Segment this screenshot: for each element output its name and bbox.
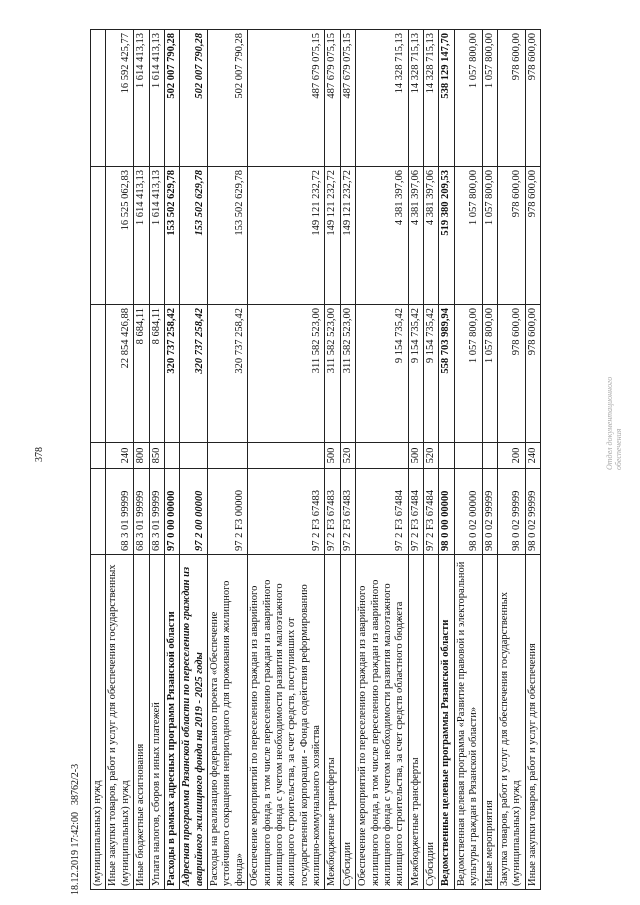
- row-name-cell: Иные закупки товаров, работ и услуг для обеспечения государственных (муниципальных) нужд: [106, 555, 134, 890]
- row-value-2019-cell: 1 057 800,00: [482, 305, 497, 443]
- row-name-cell: Межбюджетные трансферты: [325, 555, 340, 890]
- row-code-cell: 97 2 F3 67483: [325, 469, 340, 555]
- row-value-2021-cell: 978 600,00: [525, 30, 540, 167]
- table-row: [408, 30, 423, 890]
- row-value-2020-cell: 1 057 800,00: [454, 167, 482, 305]
- budget-table-container: [90, 30, 590, 890]
- row-value-2020-cell: [91, 167, 106, 305]
- table-row: [208, 30, 248, 890]
- row-value-2019-cell: 22 854 426,88: [106, 305, 134, 443]
- row-vr-cell: [454, 443, 482, 469]
- row-value-2021-cell: 487 679 075,15: [340, 30, 355, 167]
- row-value-2021-cell: 14 328 715,13: [356, 30, 409, 167]
- row-value-2019-cell: 320 737 258,42: [208, 305, 248, 443]
- row-code-cell: 98 0 00 00000: [439, 469, 454, 555]
- department-stamp: [606, 377, 624, 470]
- row-value-2021-cell: 978 600,00: [497, 30, 525, 167]
- row-value-2020-cell: 978 600,00: [497, 167, 525, 305]
- row-vr-cell: [439, 443, 454, 469]
- row-value-2021-cell: 14 328 715,13: [424, 30, 439, 167]
- row-vr-cell: 200: [497, 443, 525, 469]
- table-row: [482, 30, 497, 890]
- row-code-cell: 97 2 F3 00000: [208, 469, 248, 555]
- row-value-2019-cell: 311 582 523,00: [325, 305, 340, 443]
- table-row: [134, 30, 149, 890]
- row-vr-cell: 240: [106, 443, 134, 469]
- row-code-cell: 68 3 01 99999: [106, 469, 134, 555]
- row-name-cell: Адресная программа Рязанской области по переселению граждан из аварийного жилищного фонда на 2019 - 2025 годы: [180, 555, 208, 890]
- row-vr-cell: [91, 443, 106, 469]
- row-value-2021-cell: 16 592 425,77: [106, 30, 134, 167]
- row-value-2020-cell: 149 121 232,72: [248, 167, 325, 305]
- table-row: [180, 30, 208, 890]
- table-row: [149, 30, 164, 890]
- table-row: [497, 30, 525, 890]
- row-value-2019-cell: 320 737 258,42: [164, 305, 179, 443]
- row-name-cell: Расходы на реализацию федерального проекта «Обеспечение устойчивого сокращения непригодного для проживания жилищного фонда»: [208, 555, 248, 890]
- row-code-cell: [91, 469, 106, 555]
- row-value-2020-cell: 4 381 397,06: [356, 167, 409, 305]
- table-row: [164, 30, 179, 890]
- row-name-cell: Расходы в рамках адресных программ Рязанской области: [164, 555, 179, 890]
- row-value-2020-cell: 153 502 629,78: [164, 167, 179, 305]
- table-row: [248, 30, 325, 890]
- row-value-2021-cell: 14 328 715,13: [408, 30, 423, 167]
- row-code-cell: 97 2 F3 67484: [424, 469, 439, 555]
- row-vr-cell: [356, 443, 409, 469]
- row-name-cell: Обеспечение мероприятий по переселению граждан из аварийного жилищного фонда, в том числе переселению граждан из аварийного жилищного фонда с учетом необходимости развития малоэтажного жилищного строительства, за счет средств, поступивших от государственной корпорации - Фонда содействия реформированию жилищно-коммунального хозяйства: [248, 555, 325, 890]
- row-value-2021-cell: 1 057 800,00: [482, 30, 497, 167]
- row-vr-cell: 500: [408, 443, 423, 469]
- row-value-2021-cell: 538 129 147,70: [439, 30, 454, 167]
- row-value-2021-cell: 487 679 075,15: [325, 30, 340, 167]
- budget-table: [90, 29, 541, 890]
- row-vr-cell: [180, 443, 208, 469]
- row-value-2021-cell: 1 614 413,13: [134, 30, 149, 167]
- row-vr-cell: [208, 443, 248, 469]
- row-value-2019-cell: 8 684,11: [149, 305, 164, 443]
- row-code-cell: 68 3 01 99999: [134, 469, 149, 555]
- row-value-2019-cell: 311 582 523,00: [248, 305, 325, 443]
- row-code-cell: 98 0 02 99999: [525, 469, 540, 555]
- table-row: [356, 30, 409, 890]
- page-number: 378: [34, 447, 45, 462]
- row-value-2020-cell: 519 380 209,53: [439, 167, 454, 305]
- row-value-2020-cell: 1 614 413,13: [149, 167, 164, 305]
- row-name-cell: Иные бюджетные ассигнования: [134, 555, 149, 890]
- row-name-cell: Иные закупки товаров, работ и услуг для обеспечения: [525, 555, 540, 890]
- row-value-2020-cell: 1 057 800,00: [482, 167, 497, 305]
- row-value-2019-cell: 978 600,00: [525, 305, 540, 443]
- row-name-cell: Ведомственная целевая программа «Развитие правовой и электоральной культуры граждан в Рязанской области»: [454, 555, 482, 890]
- row-name-cell: Уплата налогов, сборов и иных платежей: [149, 555, 164, 890]
- row-value-2019-cell: [91, 305, 106, 443]
- row-vr-cell: [482, 443, 497, 469]
- table-row: [525, 30, 540, 890]
- row-code-cell: 98 0 02 99999: [482, 469, 497, 555]
- table-row: [106, 30, 134, 890]
- row-value-2021-cell: 1 614 413,13: [149, 30, 164, 167]
- row-value-2019-cell: 320 737 258,42: [180, 305, 208, 443]
- footer-date: 18.12.2019 17:42:00: [70, 811, 81, 895]
- row-vr-cell: 800: [134, 443, 149, 469]
- row-code-cell: 68 3 01 99999: [149, 469, 164, 555]
- row-code-cell: 97 0 00 00000: [164, 469, 179, 555]
- row-code-cell: 97 2 00 00000: [180, 469, 208, 555]
- row-code-cell: 97 2 F3 67483: [248, 469, 325, 555]
- row-value-2019-cell: 1 057 800,00: [454, 305, 482, 443]
- row-value-2021-cell: [91, 30, 106, 167]
- row-value-2020-cell: 149 121 232,72: [340, 167, 355, 305]
- row-name-cell: Иные мероприятия: [482, 555, 497, 890]
- row-value-2021-cell: 502 007 790,28: [164, 30, 179, 167]
- row-value-2019-cell: 9 154 735,42: [408, 305, 423, 443]
- row-value-2020-cell: 4 381 397,06: [408, 167, 423, 305]
- row-name-cell: Межбюджетные трансферты: [408, 555, 423, 890]
- row-value-2019-cell: 8 684,11: [134, 305, 149, 443]
- table-row: [454, 30, 482, 890]
- row-code-cell: 98 0 02 00000: [454, 469, 482, 555]
- row-code-cell: 98 0 02 99999: [497, 469, 525, 555]
- row-vr-cell: [248, 443, 325, 469]
- row-value-2021-cell: 1 057 800,00: [454, 30, 482, 167]
- row-code-cell: 97 2 F3 67484: [356, 469, 409, 555]
- row-value-2019-cell: 978 600,00: [497, 305, 525, 443]
- stamp-line-1: Отдел документационного: [605, 376, 614, 470]
- row-name-cell: Субсидии: [424, 555, 439, 890]
- row-value-2020-cell: 16 525 062,83: [106, 167, 134, 305]
- row-value-2021-cell: 502 007 790,28: [180, 30, 208, 167]
- table-row: [325, 30, 340, 890]
- row-value-2020-cell: 4 381 397,06: [424, 167, 439, 305]
- row-name-cell: Субсидии: [340, 555, 355, 890]
- row-name-cell: Ведомственные целевые программы Рязанской области: [439, 555, 454, 890]
- row-value-2019-cell: 9 154 735,42: [424, 305, 439, 443]
- budget-table-body: [91, 30, 541, 890]
- row-value-2021-cell: 502 007 790,28: [208, 30, 248, 167]
- row-vr-cell: 520: [340, 443, 355, 469]
- row-value-2020-cell: 153 502 629,78: [180, 167, 208, 305]
- row-value-2021-cell: 487 679 075,15: [248, 30, 325, 167]
- row-value-2019-cell: 558 703 989,94: [439, 305, 454, 443]
- row-code-cell: 97 2 F3 67483: [340, 469, 355, 555]
- table-row: [439, 30, 454, 890]
- row-vr-cell: 500: [325, 443, 340, 469]
- row-value-2019-cell: 9 154 735,42: [356, 305, 409, 443]
- row-code-cell: 97 2 F3 67484: [408, 469, 423, 555]
- row-vr-cell: 520: [424, 443, 439, 469]
- row-value-2019-cell: 311 582 523,00: [340, 305, 355, 443]
- table-row: [340, 30, 355, 890]
- row-name-cell: Закупка товаров, работ и услуг для обеспечения государственных (муниципальных) нужд: [497, 555, 525, 890]
- row-value-2020-cell: 1 614 413,13: [134, 167, 149, 305]
- row-value-2020-cell: 978 600,00: [525, 167, 540, 305]
- table-row: [91, 30, 106, 890]
- row-vr-cell: 240: [525, 443, 540, 469]
- table-row: [424, 30, 439, 890]
- stamp-line-2: обеспечения: [613, 428, 623, 470]
- row-vr-cell: 850: [149, 443, 164, 469]
- row-value-2020-cell: 149 121 232,72: [325, 167, 340, 305]
- footer-code: 38762/2-3: [70, 763, 81, 805]
- row-name-cell: Обеспечение мероприятий по переселению граждан из аварийного жилищного фонда, в том числе переселению граждан из аварийного жилищного фонда с учетом необходимости развития малоэтажного жилищного строительства, за счет средств областного бюджета: [356, 555, 409, 890]
- row-vr-cell: [164, 443, 179, 469]
- row-value-2020-cell: 153 502 629,78: [208, 167, 248, 305]
- row-name-cell: (муниципальных) нужд: [91, 555, 106, 890]
